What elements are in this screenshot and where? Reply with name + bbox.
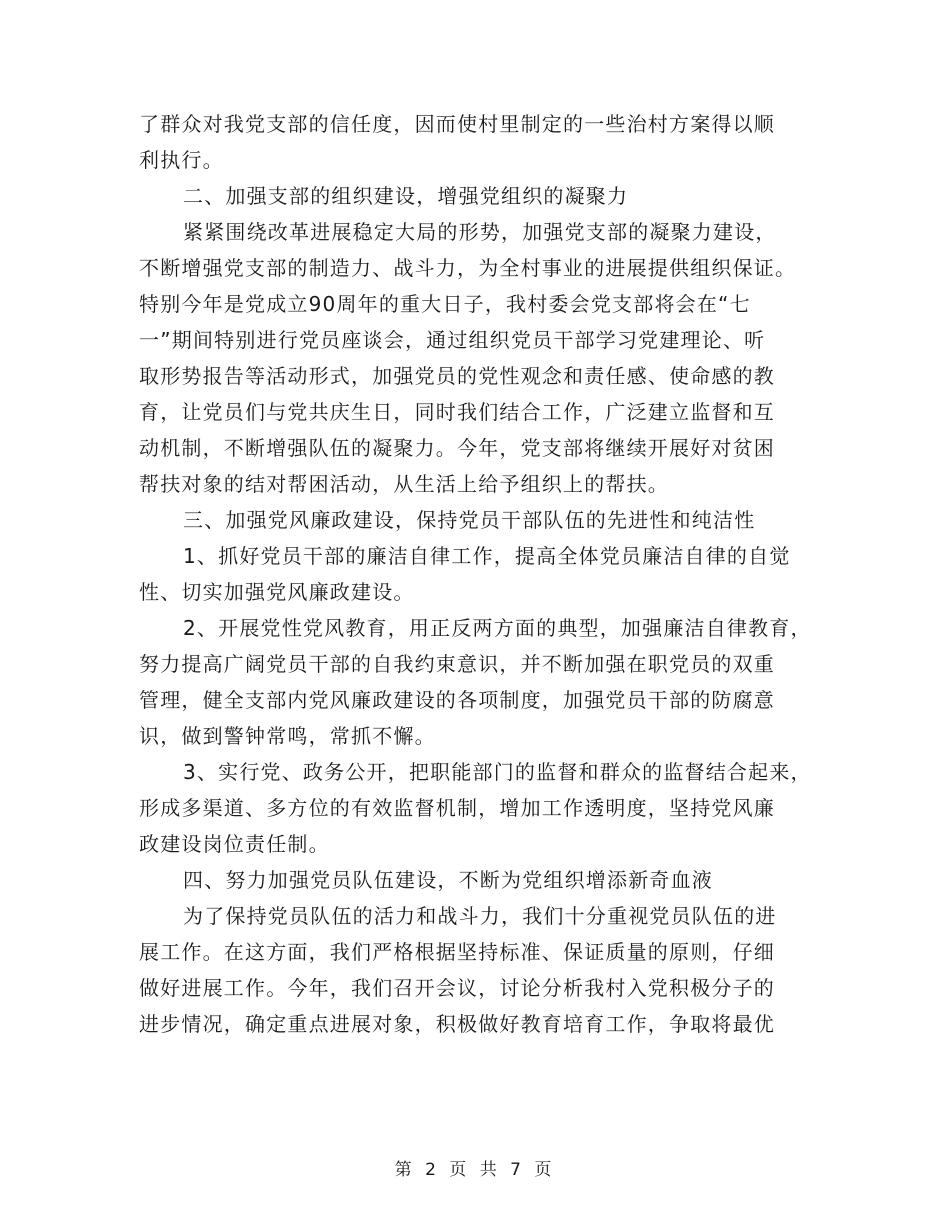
text-line: 形成多渠道、多方位的有效监督机制，增加工作透明度，坚持党风廉 — [139, 796, 775, 820]
text-line: 1、抓好党员干部的廉洁自律工作，提高全体党员廉洁自律的自觉 — [183, 544, 791, 568]
text-line: 做好进展工作。今年，我们召开会议，讨论分析我村入党积极分子的 — [139, 976, 775, 1000]
text-line: 3、实行党、政务公开，把职能部门的监督和群众的监督结合起来， — [183, 760, 812, 784]
text-line: 利执行。 — [139, 148, 224, 172]
text-line: 一”期间特别进行党员座谈会，通过组织党员干部学习党建理论、听 — [139, 328, 766, 352]
text-line: 特别今年是党成立90周年的重大日子，我村委会党支部将会在“七 — [139, 292, 751, 316]
text-line: 四、努力加强党员队伍建设，不断为党组织增添新奇血液 — [183, 868, 713, 892]
text-line: 动机制，不断增强队伍的凝聚力。今年，党支部将继续开展好对贫困 — [139, 436, 775, 460]
text-line: 识，做到警钟常鸣，常抓不懈。 — [139, 724, 436, 748]
text-line: 2、开展党性党风教育，用正反两方面的典型，加强廉洁自律教育， — [183, 616, 812, 640]
text-line: 为了保持党员队伍的活力和战斗力，我们十分重视党员队伍的进 — [183, 904, 777, 928]
text-line: 帮扶对象的结对帮困活动，从生活上给予组织上的帮扶。 — [139, 472, 669, 496]
text-line: 取形势报告等活动形式，加强党员的党性观念和责任感、使命感的教 — [139, 364, 775, 388]
text-line: 努力提高广阔党员干部的自我约束意识，并不断加强在职党员的双重 — [139, 652, 775, 676]
text-line: 三、加强党风廉政建设，保持党员干部队伍的先进性和纯洁性 — [183, 508, 756, 532]
text-line: 管理，健全支部内党风廉政建设的各项制度，加强党员干部的防腐意 — [139, 688, 775, 712]
text-line: 育，让党员们与党共庆生日，同时我们结合工作，广泛建立监督和互 — [139, 400, 775, 424]
text-line: 进步情况，确定重点进展对象，积极做好教育培育工作，争取将最优 — [139, 1012, 775, 1036]
text-line: 了群众对我党支部的信任度，因而使村里制定的一些治村方案得以顺 — [139, 112, 775, 136]
text-line: 展工作。在这方面，我们严格根据坚持标准、保证质量的原则，仔细 — [139, 940, 775, 964]
text-line: 性、切实加强党风廉政建设。 — [139, 580, 415, 604]
text-line: 紧紧围绕改革进展稳定大局的形势，加强党支部的凝聚力建设， — [183, 220, 777, 244]
document-body — [139, 106, 829, 1042]
text-line: 政建设岗位责任制。 — [139, 832, 330, 856]
page-footer: 第 2 页 共 7 页 — [394, 1160, 556, 1180]
text-line: 不断增强党支部的制造力、战斗力，为全村事业的进展提供组织保证。 — [139, 256, 797, 280]
text-line: 二、加强支部的组织建设，增强党组织的凝聚力 — [183, 184, 629, 208]
